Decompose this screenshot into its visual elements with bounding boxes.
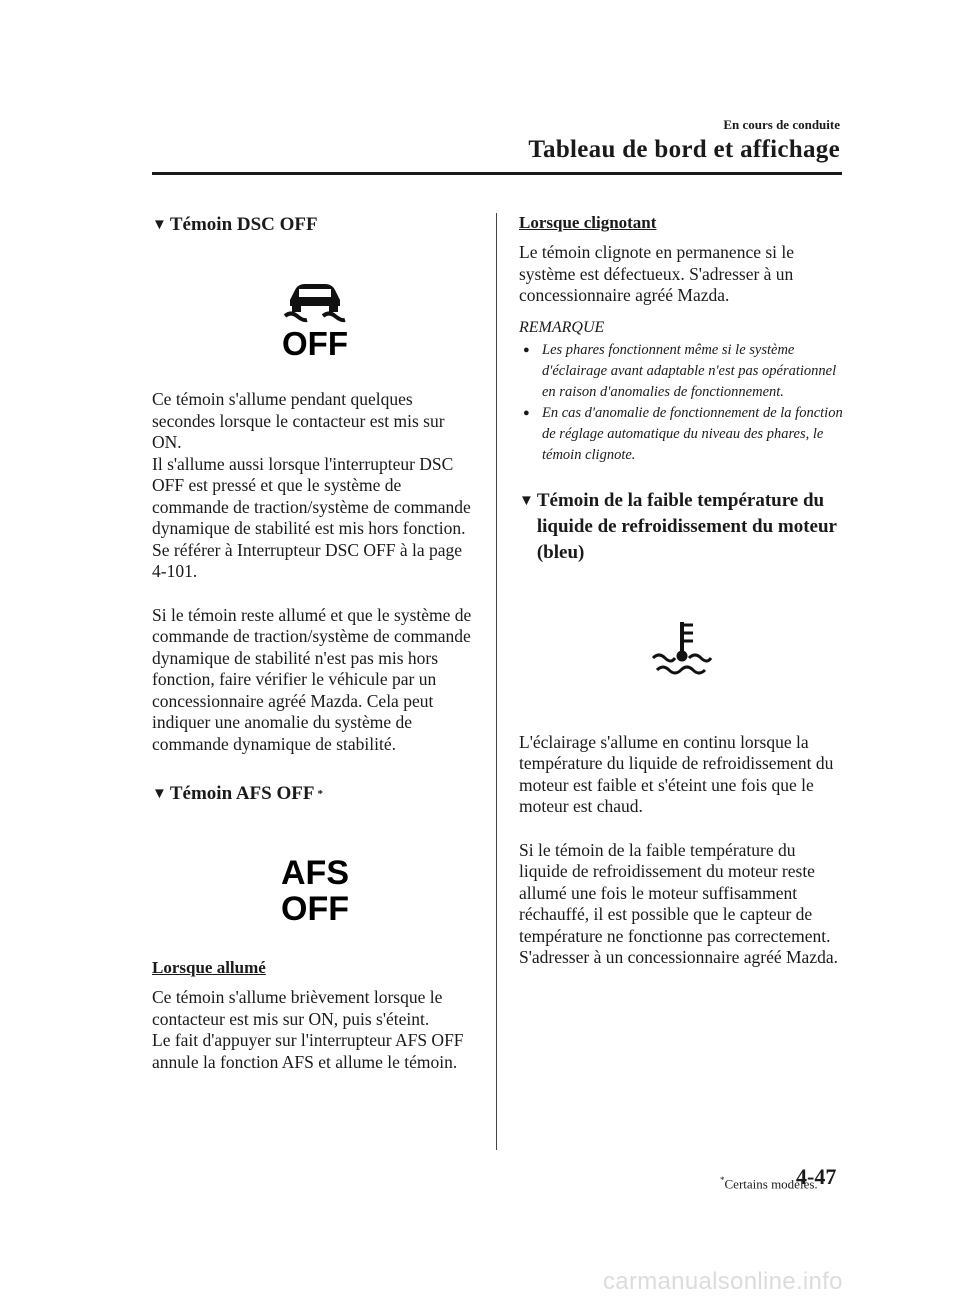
remark-list [519,340,844,466]
dsc-paragraph-2: Il s'allume aussi lorsque l'interrupteur DSC OFF est pressé et que le système de commande de traction/système de commande dynamique de stabilité est mis hors fonction. [152,453,471,538]
header-chapter-title: Tableau de bord et affichage [528,136,840,163]
lit-paragraph-2: Le fait d'appuyer sur l'interrupteur AFS OFF annule la fonction AFS et allume le témoin. [152,1030,464,1072]
remark-item: ● Les phares fonctionnent même si le système d'éclairage avant adaptable n'est pas opérationnel en raison d'anomalies de fonctionnement. [523,341,837,400]
blink-heading: Lorsque clignotant [519,213,657,232]
watermark: carmanualsonline.info [603,1268,843,1295]
dsc-paragraph-3: Se référer à Interrupteur DSC OFF à la page 4-101. [152,539,463,581]
header-rule [152,172,842,175]
page-number: 4-47 [796,1164,837,1189]
afs-icon-line1: AFS [280,854,349,892]
dsc-section-title [152,212,477,238]
coolant-paragraph-1: L'éclairage s'allume en continu lorsque la température du liquide de refroidissement du moteur est faible et s'éteint une fois que le moteur est chaud. [519,731,834,816]
dsc-paragraph-1: Ce témoin s'allume pendant quelques secondes lorsque le contacteur est mis sur ON. [152,389,445,452]
dsc-off-icon [265,280,365,360]
afs-title-text: Témoin AFS OFF [169,783,315,804]
coolant-section-title [519,488,844,566]
afs-off-icon [265,853,365,925]
remark-title: REMARQUE [519,318,605,336]
lit-paragraph-1: Ce témoin s'allume brièvement lorsque le contacteur est mis sur ON, puis s'éteint. [152,987,443,1029]
footer-note-mark: * [720,1175,725,1185]
left-column [152,210,477,1073]
blink-paragraph: Le témoin clignote en permanence si le système est défectueux. S'adresser à un concessionnaire agréé Mazda. [519,242,795,305]
header-section-label: En cours de conduite [723,117,840,132]
afs-icon-line2: OFF [280,890,349,925]
coolant-title-text: Témoin de la faible température du liquide de refroidissement du moteur (bleu) [536,489,837,563]
dsc-paragraph-4: Si le témoin reste allumé et que le système de commande de traction/système de commande dynamique de stabilité n'est pas mis hors fonction, faire vérifier le véhicule par un concessionnaire agréé Mazda. Cela peut indiquer une anomalie du système de commande dynamique de stabilité. [152,604,472,754]
bullet-icon: ● [523,406,530,419]
right-column [519,210,844,969]
footer-note-text: Certains modèles. [724,1176,818,1192]
triangle-bullet-icon: ▼ [519,492,534,509]
column-divider [496,213,497,1150]
triangle-bullet-icon: ▼ [152,786,167,802]
afs-section-title [152,781,477,807]
dsc-title-text: Témoin DSC OFF [169,214,318,235]
remark-item: ● En cas d'anomalie de fonctionnement de la fonction de réglage automatique du niveau des phares, le témoin clignote. [523,404,843,463]
dsc-icon-text: OFF [281,325,348,360]
triangle-bullet-icon: ▼ [152,217,167,233]
bullet-icon: ● [523,343,530,356]
coolant-temperature-icon [647,618,717,678]
afs-off-icon-wrap [152,853,477,925]
coolant-paragraph-2: Si le témoin de la faible température du liquide de refroidissement du moteur reste allumé une fois le moteur suffisamment réchauffé, il est possible que le capteur de température ne fonctionne pas correctement. S'adresser à un concessionnaire agréé Mazda. [519,839,838,967]
dsc-off-icon-wrap [152,280,477,360]
coolant-icon-wrap [519,618,844,678]
afs-optional-mark: * [317,788,323,800]
lit-heading: Lorsque allumé [152,958,266,977]
